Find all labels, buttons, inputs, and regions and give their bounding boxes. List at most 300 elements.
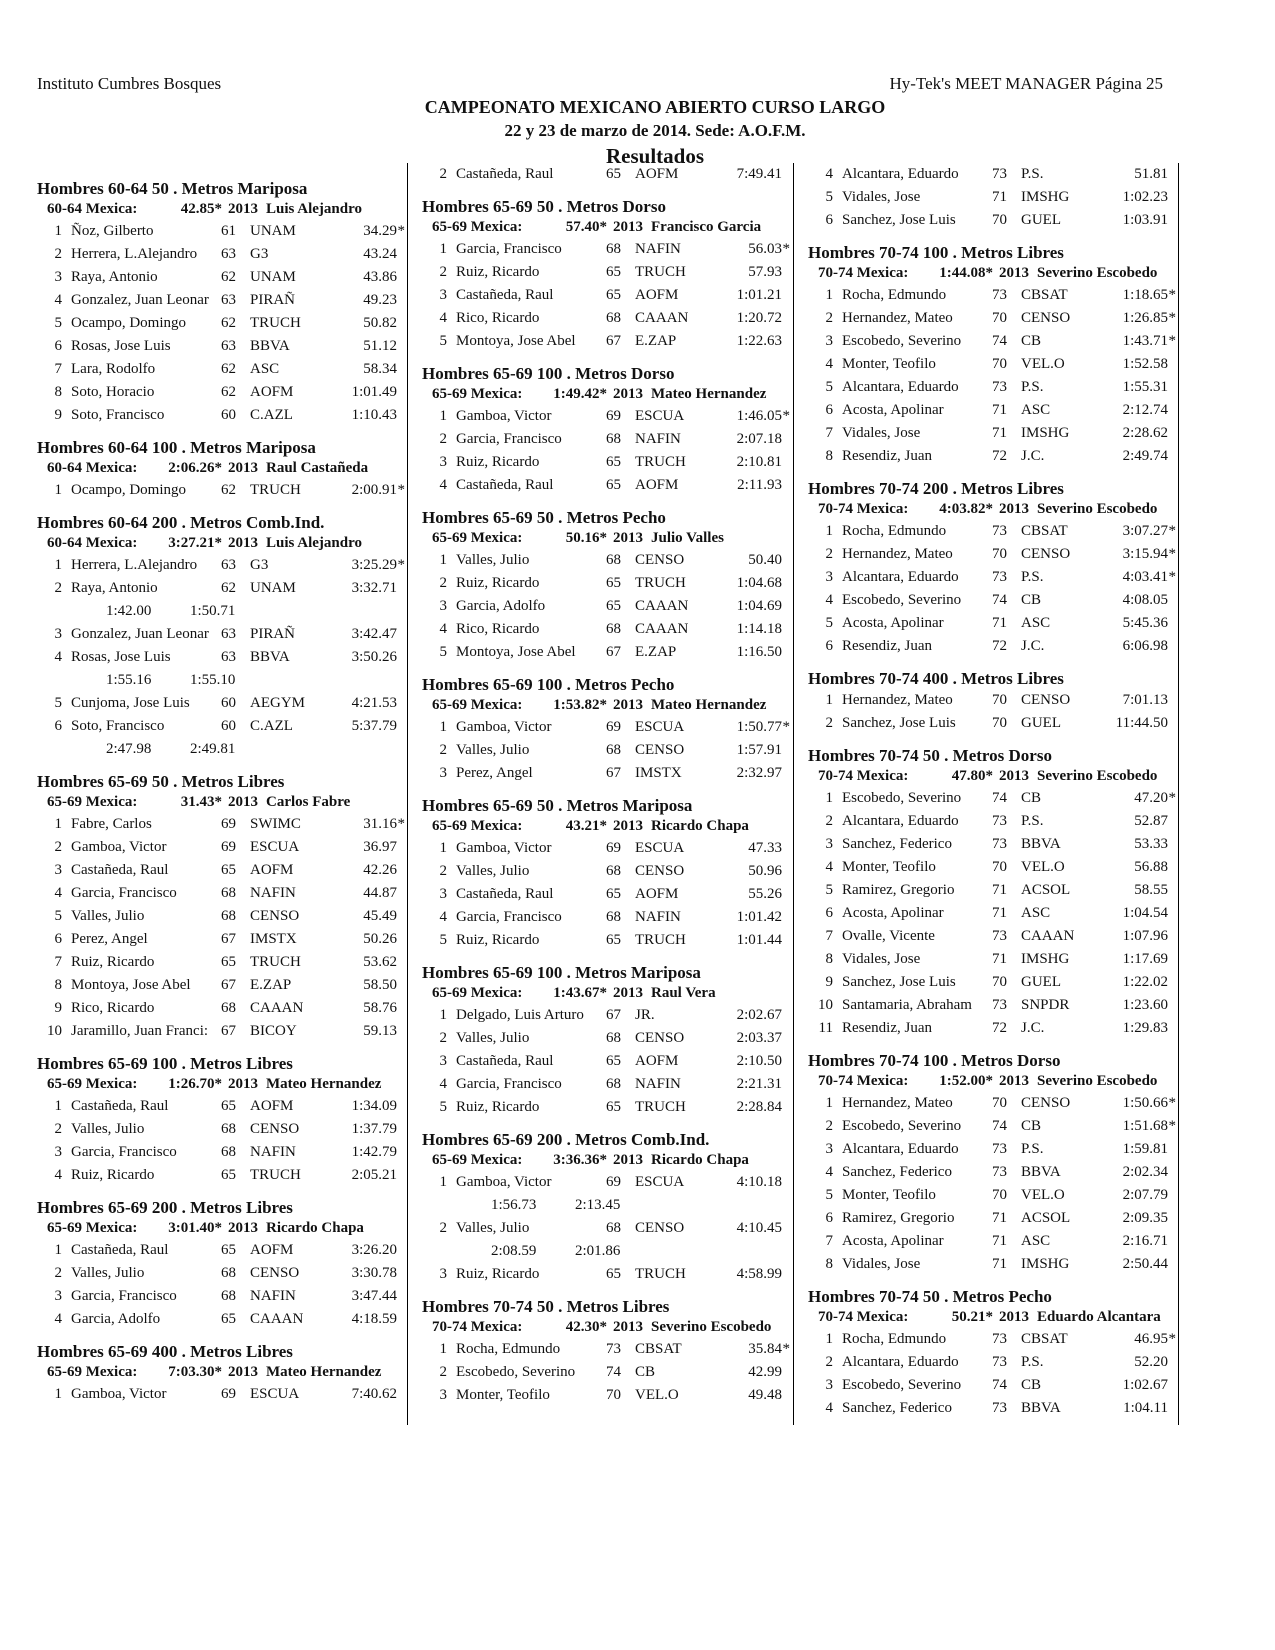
record-marker: * (397, 816, 405, 832)
final-time: 56.03 (748, 241, 782, 257)
place: 1 (54, 1098, 62, 1114)
swimmer-name: Soto, Francisco (71, 718, 165, 734)
final-time: 36.97 (363, 839, 397, 855)
place: 6 (825, 402, 833, 418)
swimmer-name: Valles, Julio (71, 908, 145, 924)
place: 8 (825, 1256, 833, 1272)
record-marker: * (782, 1341, 790, 1357)
result-row (37, 623, 407, 646)
final-time: 2:28.84 (736, 1099, 782, 1115)
final-time: 2:00.91 (351, 482, 397, 498)
split-time: 2:01.86 (575, 1243, 621, 1259)
swimmer-name: Castañeda, Raul (456, 166, 554, 182)
split-time: 1:56.73 (491, 1197, 537, 1213)
team: ESCUA (635, 840, 685, 856)
team: ASC (1021, 1233, 1051, 1249)
event-title: Hombres 60-64 200 . Metros Comb.Ind. (37, 513, 325, 532)
result-row (808, 1207, 1178, 1230)
swimmer-name: Ruiz, Ricardo (456, 264, 540, 280)
result-row (37, 1095, 407, 1118)
record-marker: * (397, 223, 405, 239)
place: 4 (54, 292, 62, 308)
team: ACSOL (1021, 1210, 1071, 1226)
record-year: 2013 (613, 985, 643, 1001)
age: 71 (992, 615, 1007, 631)
swimmer-name: Vidales, Jose (842, 951, 921, 967)
team: CENSO (1021, 546, 1071, 562)
record-line (37, 1074, 407, 1095)
final-time: 53.33 (1134, 836, 1168, 852)
record-holder: Mateo Hernandez (651, 697, 767, 713)
swimmer-name: Ocampo, Domingo (71, 315, 186, 331)
final-time: 34.29 (363, 223, 397, 239)
place: 4 (54, 1167, 62, 1183)
event-title: Hombres 65-69 50 . Metros Mariposa (422, 796, 693, 815)
final-time: 58.76 (363, 1000, 397, 1016)
team: CENSO (1021, 692, 1071, 708)
age: 70 (992, 859, 1007, 875)
team: IMSHG (1021, 951, 1070, 967)
age: 70 (992, 1187, 1007, 1203)
age: 73 (606, 1341, 621, 1357)
record-line (808, 1307, 1178, 1328)
final-time: 1:04.69 (736, 598, 782, 614)
final-time: 1:22.63 (736, 333, 782, 349)
result-row (808, 712, 1178, 735)
age: 65 (606, 932, 621, 948)
swimmer-name: Ruiz, Ricardo (456, 1266, 540, 1282)
team: ESCUA (635, 408, 685, 424)
record-year: 2013 (228, 1364, 258, 1380)
age: 63 (221, 292, 236, 308)
swimmer-name: Gamboa, Victor (456, 840, 552, 856)
final-time: 43.86 (363, 269, 397, 285)
result-row (808, 330, 1178, 353)
record-marker: * (397, 557, 405, 573)
result-row (37, 1239, 407, 1262)
result-row (37, 951, 407, 974)
result-row (37, 859, 407, 882)
result-row (422, 1338, 792, 1361)
place: 2 (439, 431, 447, 447)
age: 70 (992, 974, 1007, 990)
age: 68 (606, 310, 621, 326)
place: 8 (54, 977, 62, 993)
age: 67 (606, 765, 621, 781)
place: 2 (439, 575, 447, 591)
final-time: 1:01.49 (351, 384, 397, 400)
final-time: 2:10.81 (736, 454, 782, 470)
result-row (422, 1361, 792, 1384)
swimmer-name: Perez, Angel (71, 931, 148, 947)
record-line (808, 499, 1178, 520)
result-row (808, 833, 1178, 856)
swimmer-name: Ruiz, Ricardo (71, 1167, 155, 1183)
result-row (808, 689, 1178, 712)
result-row (422, 261, 792, 284)
age: 69 (606, 719, 621, 735)
record-marker: * (1168, 287, 1176, 303)
age: 63 (221, 246, 236, 262)
result-row (808, 520, 1178, 543)
place: 8 (825, 448, 833, 464)
team: NAFIN (250, 1288, 296, 1304)
event-title: Hombres 65-69 100 . Metros Libres (37, 1054, 293, 1073)
team: P.S. (1021, 166, 1044, 182)
result-row (422, 1263, 792, 1286)
event-title: Hombres 65-69 50 . Metros Libres (37, 772, 285, 791)
age: 60 (221, 695, 236, 711)
split-times (422, 1194, 792, 1217)
record-label: 70-74 Mexica: (818, 501, 909, 517)
age: 69 (606, 1174, 621, 1190)
event-title: Hombres 70-74 50 . Metros Libres (422, 1297, 670, 1316)
age: 70 (992, 715, 1007, 731)
swimmer-name: Monter, Teofilo (842, 356, 936, 372)
swimmer-name: Alcantara, Eduardo (842, 1354, 959, 1370)
final-time: 42.99 (748, 1364, 782, 1380)
final-time: 7:01.13 (1122, 692, 1168, 708)
final-time: 1:57.91 (736, 742, 782, 758)
record-time: 3:36.36* (553, 1152, 607, 1168)
swimmer-name: Alcantara, Eduardo (842, 813, 959, 829)
team: P.S. (1021, 813, 1044, 829)
place: 9 (825, 974, 833, 990)
swimmer-name: Sanchez, Federico (842, 836, 952, 852)
team: VEL.O (1021, 859, 1065, 875)
age: 72 (992, 638, 1007, 654)
swimmer-name: Gamboa, Victor (71, 839, 167, 855)
swimmer-name: Garcia, Francisco (456, 1076, 562, 1092)
age: 61 (221, 223, 236, 239)
result-row (422, 1171, 792, 1194)
age: 73 (992, 813, 1007, 829)
age: 68 (606, 1220, 621, 1236)
event-block (422, 795, 792, 952)
swimmer-name: Raya, Antonio (71, 580, 158, 596)
final-time: 55.26 (748, 886, 782, 902)
final-time: 4:21.53 (351, 695, 397, 711)
team: ASC (250, 361, 280, 377)
team: CENSO (635, 552, 685, 568)
team: BBVA (1021, 1164, 1061, 1180)
team: UNAM (250, 223, 296, 239)
record-label: 65-69 Mexica: (432, 219, 523, 235)
age: 68 (606, 431, 621, 447)
swimmer-name: Alcantara, Eduardo (842, 569, 959, 585)
team: ESCUA (250, 1386, 300, 1402)
team: J.C. (1021, 1020, 1045, 1036)
record-label: 65-69 Mexica: (432, 1152, 523, 1168)
place: 1 (54, 223, 62, 239)
final-time: 3:25.29 (351, 557, 397, 573)
swimmer-name: Garcia, Francisco (71, 1288, 177, 1304)
record-year: 2013 (999, 1073, 1029, 1089)
team: BBVA (1021, 836, 1061, 852)
team: ESCUA (635, 1174, 685, 1190)
swimmer-name: Monter, Teofilo (842, 859, 936, 875)
place: 7 (825, 928, 833, 944)
age: 73 (992, 569, 1007, 585)
record-label: 65-69 Mexica: (432, 530, 523, 546)
swimmer-name: Cunjoma, Jose Luis (71, 695, 190, 711)
meet-date-venue: 22 y 23 de marzo de 2014. Sede: A.O.F.M. (504, 121, 806, 140)
result-row (808, 1161, 1178, 1184)
record-year: 2013 (228, 1220, 258, 1236)
final-time: 1:18.65 (1122, 287, 1168, 303)
team: CB (1021, 333, 1042, 349)
record-year: 2013 (613, 1319, 643, 1335)
result-row (808, 589, 1178, 612)
age: 74 (992, 333, 1007, 349)
split-time: 2:49.81 (190, 741, 236, 757)
place: 5 (54, 695, 62, 711)
result-row (422, 284, 792, 307)
place: 2 (439, 863, 447, 879)
age: 68 (606, 1076, 621, 1092)
result-row (37, 928, 407, 951)
place: 3 (439, 1053, 447, 1069)
place: 2 (439, 742, 447, 758)
event-block (422, 363, 792, 497)
event-title: Hombres 65-69 50 . Metros Pecho (422, 508, 666, 527)
place: 6 (825, 212, 833, 228)
split-times (37, 738, 407, 761)
age: 68 (221, 885, 236, 901)
event-block (808, 163, 1178, 232)
final-time: 2:21.31 (736, 1076, 782, 1092)
split-times (37, 600, 407, 623)
age: 69 (606, 408, 621, 424)
event-title: Hombres 65-69 100 . Metros Pecho (422, 675, 675, 694)
place: 3 (54, 1288, 62, 1304)
record-line (422, 1150, 792, 1171)
final-time: 1:51.68 (1122, 1118, 1168, 1134)
final-time: 1:22.02 (1122, 974, 1168, 990)
swimmer-name: Gonzalez, Juan Leonar (71, 626, 209, 642)
result-row (808, 810, 1178, 833)
record-line (422, 695, 792, 716)
record-time: 42.85* (180, 201, 222, 217)
swimmer-name: Rico, Ricardo (71, 1000, 155, 1016)
final-time: 1:14.18 (736, 621, 782, 637)
record-line (422, 528, 792, 549)
result-row (422, 883, 792, 906)
event-title: Hombres 65-69 400 . Metros Libres (37, 1342, 293, 1361)
place: 7 (54, 361, 62, 377)
swimmer-name: Rocha, Edmundo (842, 287, 947, 303)
age: 70 (992, 356, 1007, 372)
result-row (808, 307, 1178, 330)
swimmer-name: Rico, Ricardo (456, 310, 540, 326)
age: 67 (606, 1007, 621, 1023)
result-row (808, 902, 1178, 925)
place: 3 (439, 1387, 447, 1403)
age: 73 (992, 928, 1007, 944)
result-row (37, 646, 407, 669)
final-time: 2:02.34 (1122, 1164, 1168, 1180)
swimmer-name: Resendiz, Juan (842, 448, 932, 464)
place: 8 (825, 951, 833, 967)
final-time: 1:01.42 (736, 909, 782, 925)
final-time: 2:03.37 (736, 1030, 782, 1046)
age: 71 (992, 951, 1007, 967)
swimmer-name: Valles, Julio (71, 1265, 145, 1281)
swimmer-name: Castañeda, Raul (71, 862, 169, 878)
age: 62 (221, 482, 236, 498)
final-time: 1:29.83 (1122, 1020, 1168, 1036)
final-time: 4:10.18 (736, 1174, 782, 1190)
place: 10 (818, 997, 833, 1013)
swimmer-name: Garcia, Francisco (456, 909, 562, 925)
age: 68 (606, 241, 621, 257)
record-year: 2013 (999, 1309, 1029, 1325)
team: CENSO (635, 1220, 685, 1236)
record-time: 43.21* (565, 818, 607, 834)
final-time: 1:46.05 (736, 408, 782, 424)
swimmer-name: Vidales, Jose (842, 189, 921, 205)
place: 7 (825, 425, 833, 441)
age: 65 (606, 287, 621, 303)
final-time: 57.93 (748, 264, 782, 280)
swimmer-name: Valles, Julio (71, 1121, 145, 1137)
age: 74 (992, 790, 1007, 806)
place: 1 (439, 1007, 447, 1023)
final-time: 51.12 (363, 338, 397, 354)
team: CB (1021, 1377, 1042, 1393)
result-row (37, 1141, 407, 1164)
header-software-page: Hy-Tek's MEET MANAGER Página 25 (889, 74, 1163, 93)
place: 1 (54, 1242, 62, 1258)
swimmer-name: Hernandez, Mateo (842, 1095, 953, 1111)
team: CAAAN (250, 1311, 304, 1327)
place: 2 (54, 1265, 62, 1281)
age: 68 (606, 552, 621, 568)
age: 63 (221, 557, 236, 573)
record-time: 50.21* (951, 1309, 993, 1325)
record-time: 4:03.82* (939, 501, 993, 517)
team: UNAM (250, 580, 296, 596)
final-time: 4:18.59 (351, 1311, 397, 1327)
results-column-2 (422, 163, 792, 1417)
record-label: 60-64 Mexica: (47, 201, 138, 217)
result-row (422, 549, 792, 572)
team: VEL.O (1021, 1187, 1065, 1203)
team: TRUCH (250, 482, 301, 498)
team: P.S. (1021, 569, 1044, 585)
record-holder: Severino Escobedo (1037, 1073, 1158, 1089)
age: 73 (992, 523, 1007, 539)
final-time: 5:45.36 (1122, 615, 1168, 631)
record-holder: Raul Vera (651, 985, 716, 1001)
record-line (808, 263, 1178, 284)
team: CAAAN (635, 621, 689, 637)
record-line (422, 384, 792, 405)
age: 62 (221, 269, 236, 285)
swimmer-name: Castañeda, Raul (456, 1053, 554, 1069)
final-time: 2:49.74 (1122, 448, 1168, 464)
result-row (422, 163, 792, 186)
age: 73 (992, 379, 1007, 395)
record-year: 2013 (999, 768, 1029, 784)
result-row (422, 837, 792, 860)
swimmer-name: Acosta, Apolinar (842, 615, 944, 631)
age: 65 (221, 1311, 236, 1327)
place: 5 (439, 333, 447, 349)
swimmer-name: Acosta, Apolinar (842, 1233, 944, 1249)
place: 3 (825, 569, 833, 585)
place: 1 (825, 1095, 833, 1111)
swimmer-name: Ovalle, Vicente (842, 928, 935, 944)
swimmer-name: Resendiz, Juan (842, 638, 932, 654)
final-time: 3:32.71 (351, 580, 397, 596)
final-time: 3:07.27 (1122, 523, 1168, 539)
result-row (422, 428, 792, 451)
swimmer-name: Perez, Angel (456, 765, 533, 781)
team: TRUCH (635, 264, 686, 280)
result-row (422, 1096, 792, 1119)
swimmer-name: Garcia, Francisco (71, 1144, 177, 1160)
result-row (808, 879, 1178, 902)
final-time: 47.33 (748, 840, 782, 856)
swimmer-name: Escobedo, Severino (842, 1118, 962, 1134)
result-row (808, 856, 1178, 879)
result-row (808, 163, 1178, 186)
final-time: 58.50 (363, 977, 397, 993)
place: 1 (54, 816, 62, 832)
place: 9 (54, 1000, 62, 1016)
team: CAAAN (250, 1000, 304, 1016)
final-time: 3:42.47 (351, 626, 397, 642)
age: 67 (221, 931, 236, 947)
event-block (37, 178, 407, 427)
age: 73 (992, 1331, 1007, 1347)
record-year: 2013 (228, 460, 258, 476)
record-holder: Severino Escobedo (1037, 265, 1158, 281)
result-row (808, 1374, 1178, 1397)
record-marker: * (782, 241, 790, 257)
final-time: 1:04.68 (736, 575, 782, 591)
team: BBVA (250, 649, 290, 665)
final-time: 5:37.79 (351, 718, 397, 734)
age: 73 (992, 1141, 1007, 1157)
place: 4 (439, 310, 447, 326)
age: 68 (221, 1144, 236, 1160)
age: 73 (992, 1164, 1007, 1180)
record-marker: * (1168, 790, 1176, 806)
record-holder: Ricardo Chapa (266, 1220, 364, 1236)
age: 68 (606, 909, 621, 925)
place: 2 (825, 1118, 833, 1134)
event-block (422, 163, 792, 186)
column-divider (793, 163, 794, 1425)
team: PIRAÑ (250, 626, 296, 642)
record-holder: Julio Valles (651, 530, 724, 546)
place: 6 (54, 338, 62, 354)
team: AOFM (250, 384, 294, 400)
event-title: Hombres 65-69 200 . Metros Comb.Ind. (422, 1130, 710, 1149)
place: 2 (825, 715, 833, 731)
result-row (422, 451, 792, 474)
event-title: Hombres 70-74 400 . Metros Libres (808, 669, 1064, 688)
age: 70 (992, 1095, 1007, 1111)
result-row (808, 1184, 1178, 1207)
result-row (37, 289, 407, 312)
column-divider (1178, 163, 1179, 1425)
final-time: 4:03.41 (1122, 569, 1168, 585)
swimmer-name: Alcantara, Eduardo (842, 1141, 959, 1157)
result-row (808, 1138, 1178, 1161)
